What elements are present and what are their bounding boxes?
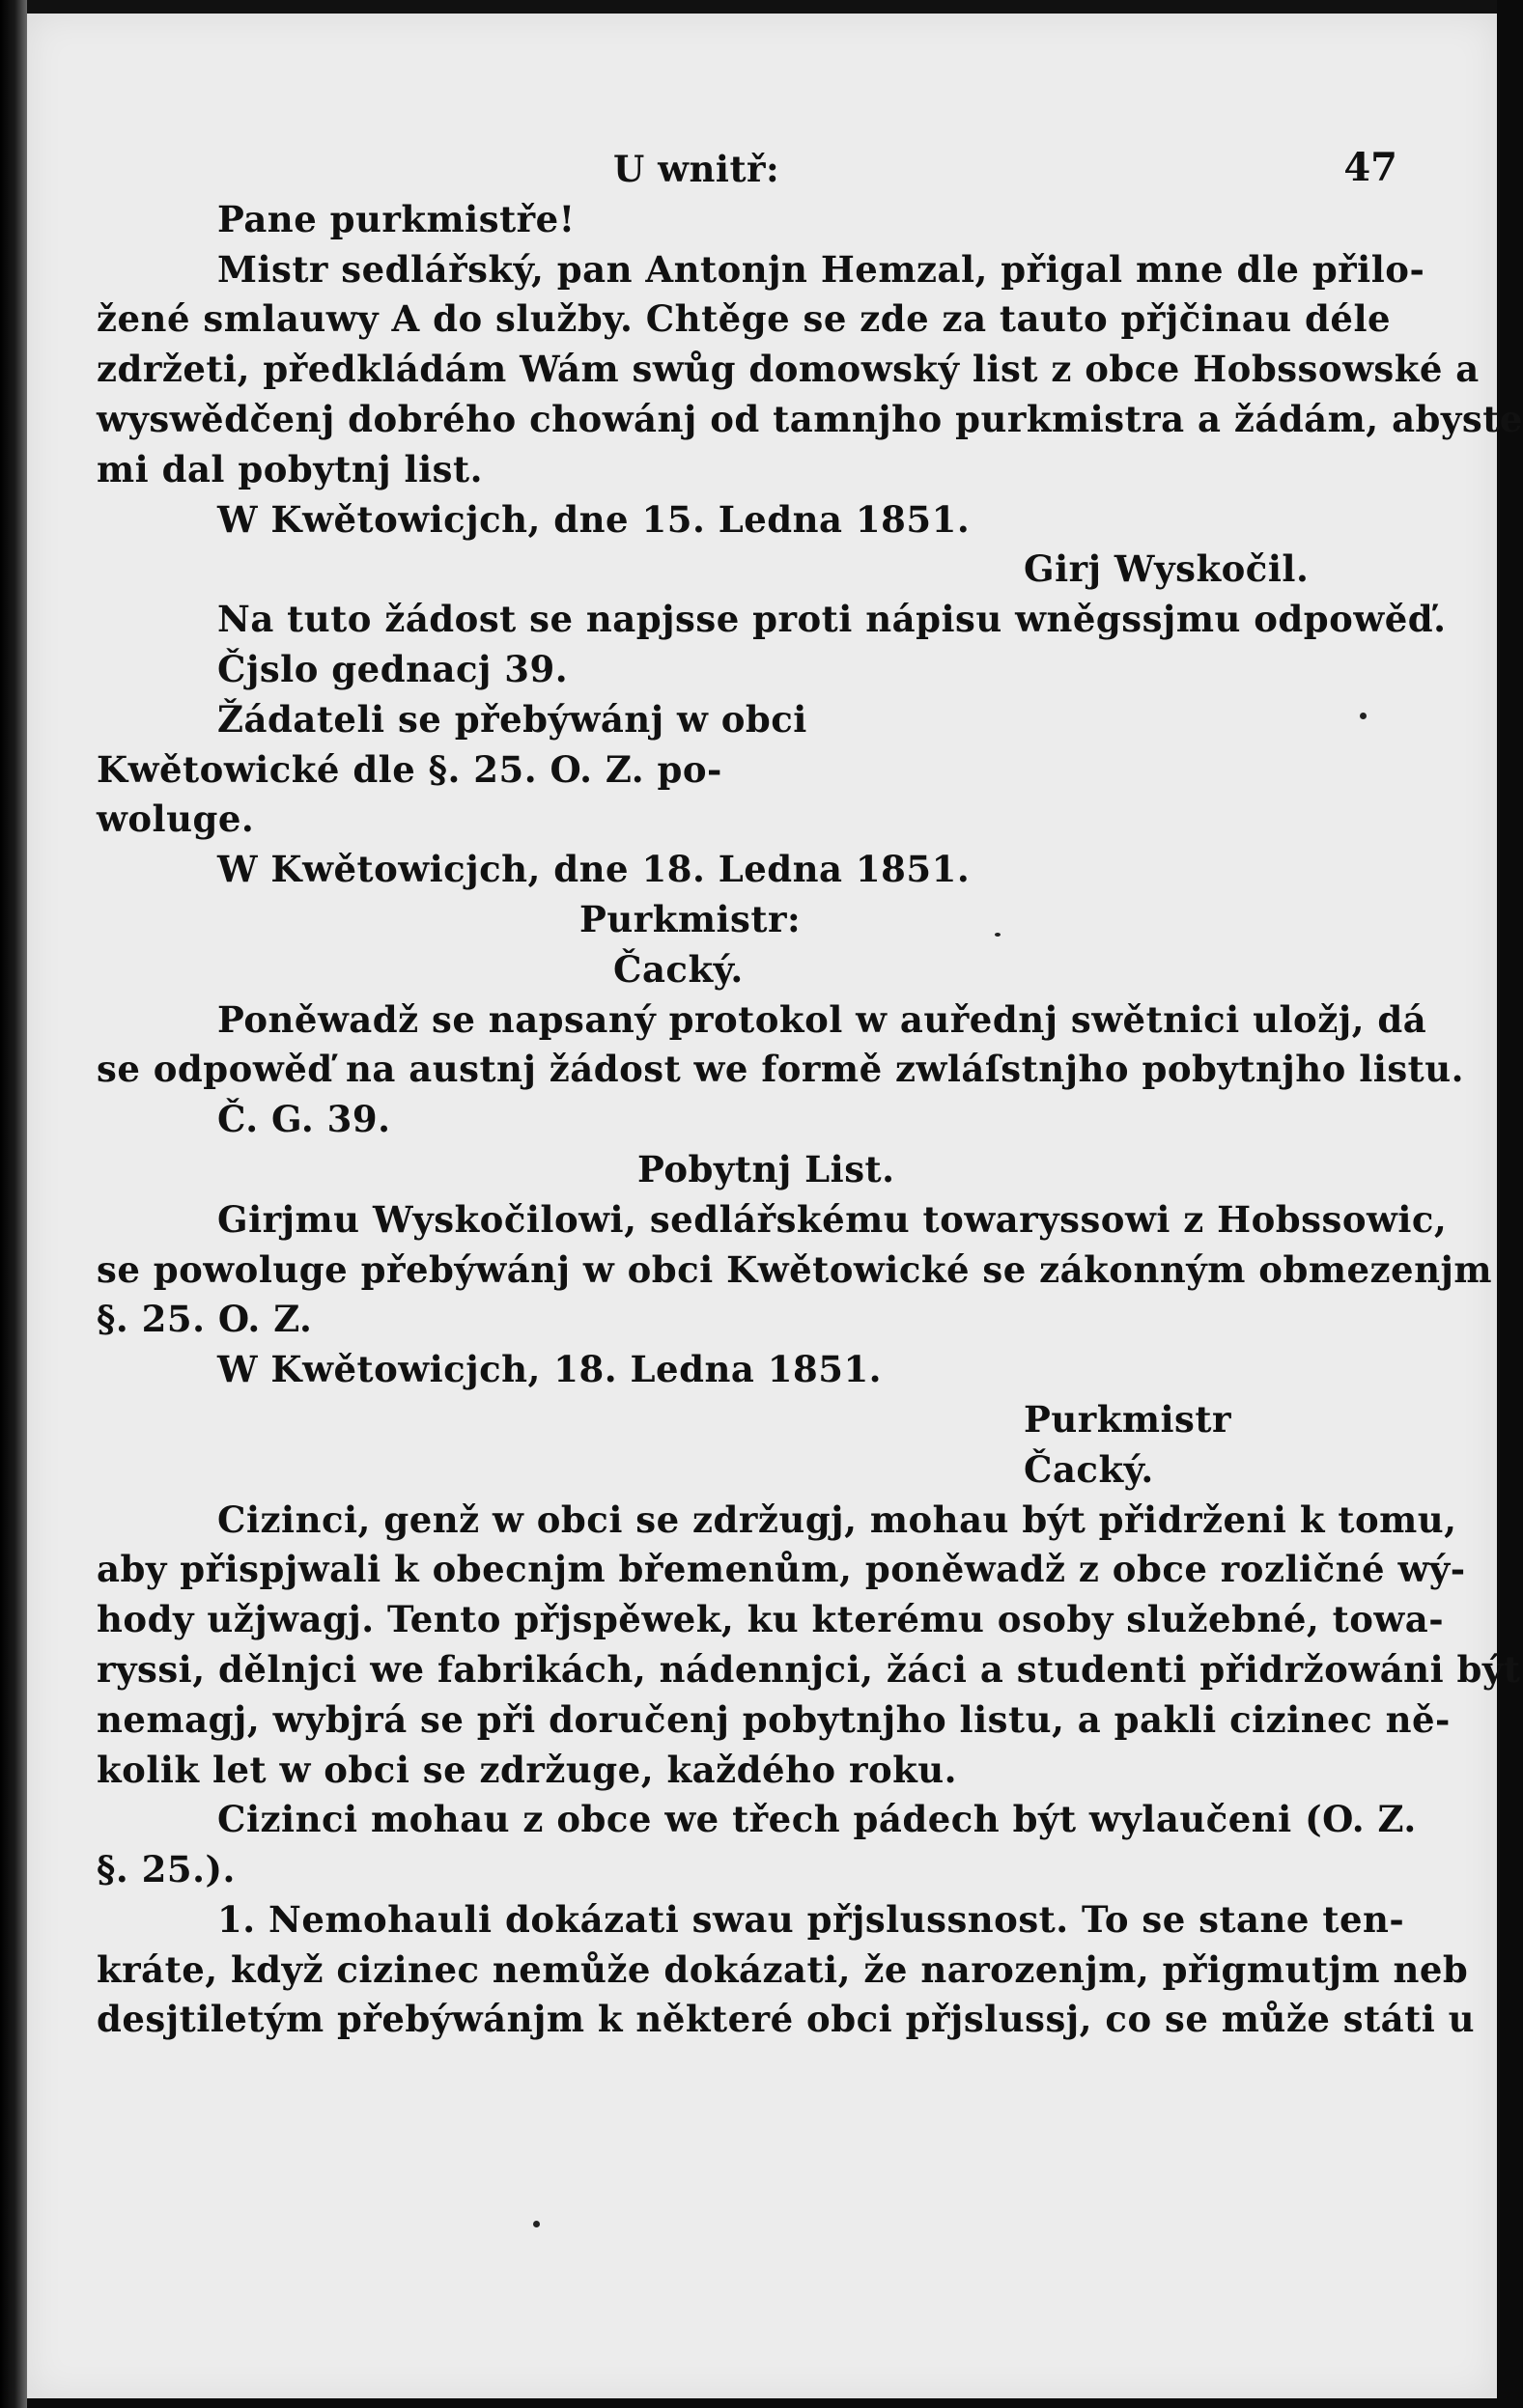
text-line: desjtiletým přebýwánjm k některé obci přjslussj, co se může státi u (97, 1998, 1476, 2041)
signature-title: Purkmistr (1024, 1397, 1231, 1441)
text-line: nemagj, wybjrá se při doručenj pobytnjho listu, a pakli cizinec ně- (97, 1697, 1451, 1741)
text-line: W Kwětowicjch, 18. Ledna 1851. (217, 1348, 883, 1391)
ink-speck (533, 2221, 540, 2227)
text-line: Mistr sedlářský, pan Antonjn Hemzal, přigal mne dle přilo- (217, 247, 1425, 291)
text-line: Girjmu Wyskočilowi, sedlářskému towaryssowi z Hobssowic, (217, 1197, 1448, 1241)
text-line: Čjslo gednacj 39. (217, 647, 569, 690)
text-line: kráte, když cizinec nemůže dokázati, že narozenjm, přigmutjm neb (97, 1947, 1469, 1991)
heading-line: U wnitř: (613, 148, 780, 190)
text-line: Kwětowické dle §. 25. O. Z. po- (97, 747, 722, 791)
signature-name: Čacký. (1024, 1447, 1154, 1491)
text-line: 1. Nemohauli dokázati swau přjslussnost. To se stane ten- (217, 1897, 1405, 1941)
text-line: woluge. (97, 798, 255, 841)
text-line: Žádateli se přebýwánj w obci (217, 697, 807, 741)
text-line: wyswědčenj dobrého chowánj od tamnjho purkmistra a žádám, abyste (97, 397, 1523, 440)
text-line: Poněwadž se napsaný protokol w auřednj swětnici uložj, dá (217, 997, 1427, 1041)
text-line: žené smlauwy A do služby. Chtěge se zde za tauto přjčinau déle (97, 297, 1392, 341)
heading-line: Pobytnj List. (637, 1147, 895, 1190)
text-line: Č. G. 39. (217, 1098, 391, 1141)
text-line: W Kwětowicjch, dne 18. Ledna 1851. (217, 848, 971, 891)
text-line: ryssi, dělnjci we fabrikách, nádennjci, žáci a studenti přidržowáni být (97, 1647, 1521, 1691)
text-line: W Kwětowicjch, dne 15. Ledna 1851. (217, 497, 971, 541)
text-line: §. 25.). (97, 1848, 236, 1891)
text-line: Cizinci, genž w obci se zdržugj, mohau být přidrženi k tomu, (217, 1498, 1457, 1541)
ink-speck (995, 933, 1001, 937)
ink-speck (1360, 713, 1367, 719)
text-line: hody užjwagj. Tento přjspěwek, ku kterému osoby služebné, towa- (97, 1598, 1445, 1641)
scan-top-edge (0, 0, 1497, 14)
text-line: mi dal pobytnj list. (97, 447, 483, 490)
text-line: Na tuto žádost se napjsse proti nápisu wněgssjmu odpowěď. (217, 598, 1447, 641)
signature-title: Purkmistr: (579, 897, 802, 940)
text-line: Pane purkmistře! (217, 197, 576, 240)
signature-line: Girj Wyskočil. (1024, 547, 1310, 591)
scan-left-edge (0, 0, 27, 2408)
signature-name: Čacký. (613, 947, 744, 991)
text-line: Cizinci mohau z obce we třech pádech být wylaučeni (O. Z. (217, 1798, 1417, 1841)
text-line: kolik let w obci se zdržuge, každého roku. (97, 1748, 958, 1791)
text-line: se powoluge přebýwánj w obci Kwětowické se zákonným obmezenjm (97, 1247, 1493, 1291)
text-line: §. 25. O. Z. (97, 1298, 313, 1341)
text-line: aby přispjwali k obecnjm břemenům, poněwadž z obce rozličné wý- (97, 1548, 1466, 1591)
page-number: 47 (1343, 145, 1397, 190)
text-line: zdržeti, předkládám Wám swůg domowský list z obce Hobssowské a (97, 348, 1480, 391)
text-line: se odpowěď na austnj žádost we formě zwláſstnjho pobytnjho listu. (97, 1048, 1465, 1091)
